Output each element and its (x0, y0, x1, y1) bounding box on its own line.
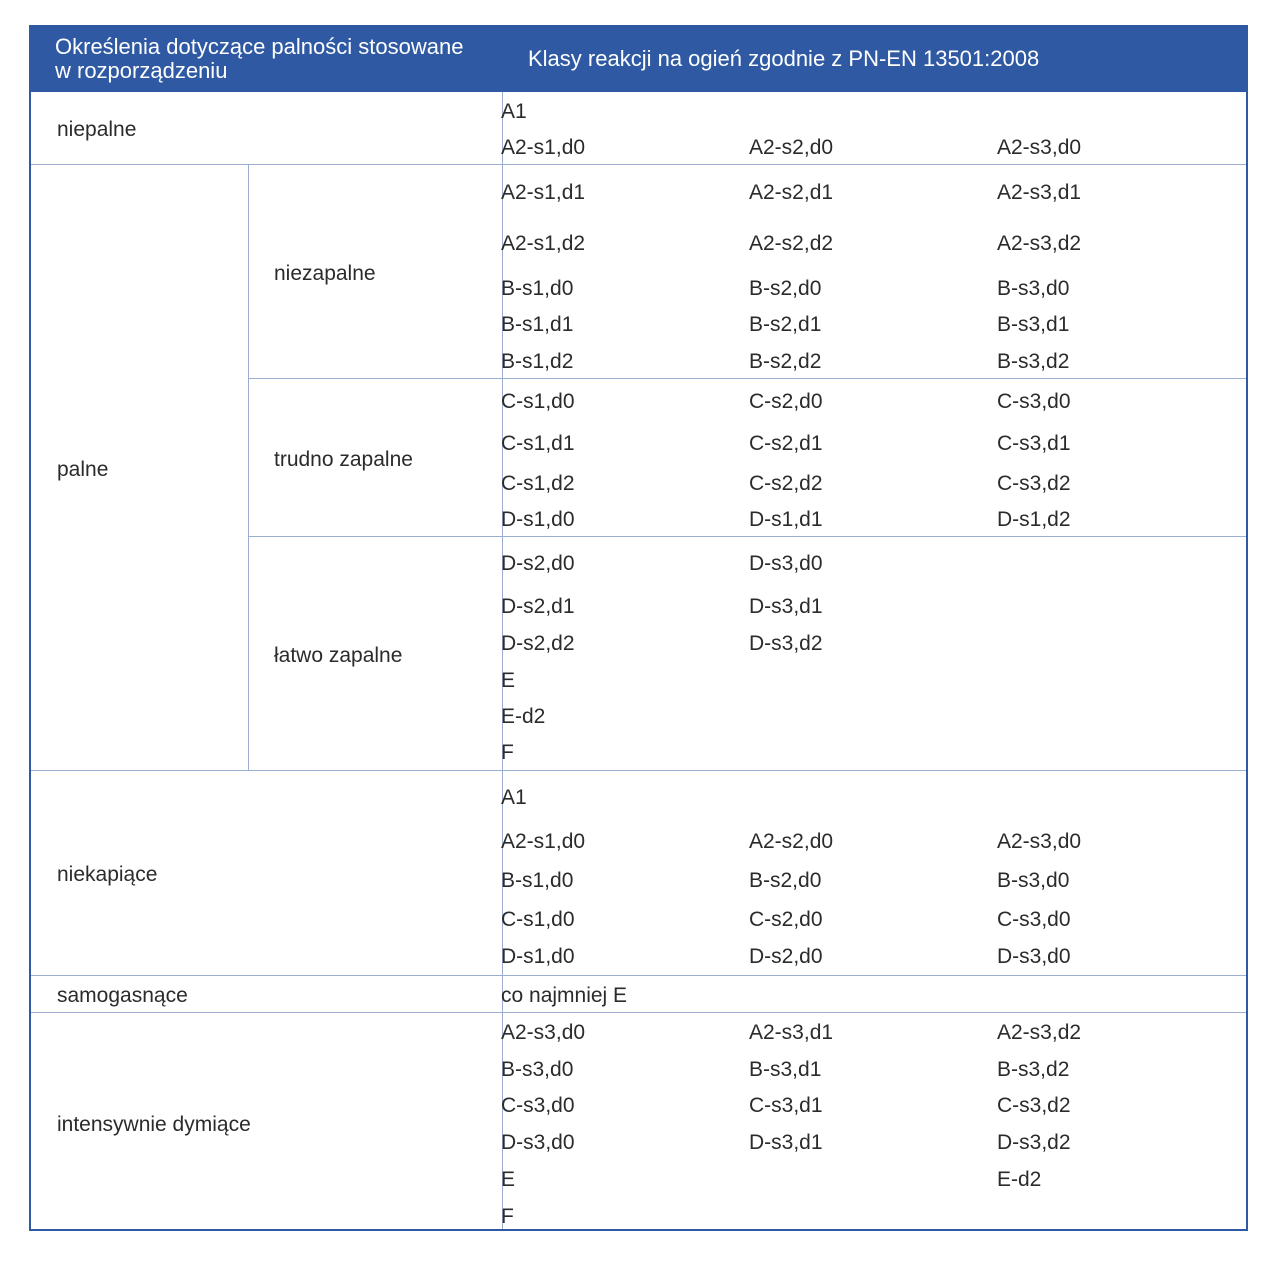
niezapalne-value: A2-s3,d2 (997, 232, 1082, 255)
intensywnie-dymiace-value: D-s3,d0 (501, 1131, 575, 1154)
niepalne-value: A2-s2,d0 (749, 136, 834, 159)
latwo-zapalne-value: F (501, 741, 514, 764)
niepalne-value: A1 (501, 100, 527, 123)
intensywnie-dymiace-value: D-s3,d2 (997, 1131, 1071, 1154)
divider (248, 164, 249, 770)
niepalne-value: A2-s1,d0 (501, 136, 586, 159)
trudno-zapalne-value: C-s1,d0 (501, 390, 575, 413)
trudno-zapalne-value: C-s2,d2 (749, 472, 823, 495)
niezapalne-value: B-s2,d2 (749, 350, 822, 373)
niekapiace-value: D-s1,d0 (501, 945, 575, 968)
niezapalne-value: B-s3,d0 (997, 277, 1070, 300)
sub-label-niezapalne: niezapalne (274, 262, 376, 285)
trudno-zapalne-value: D-s1,d1 (749, 508, 823, 531)
row-label-intensywnie-dymiace: intensywnie dymiące (57, 1113, 251, 1136)
niezapalne-value: A2-s2,d1 (749, 181, 834, 204)
intensywnie-dymiace-value: C-s3,d0 (501, 1094, 575, 1117)
row-label-niepalne: niepalne (57, 118, 137, 141)
niezapalne-value: B-s1,d2 (501, 350, 574, 373)
latwo-zapalne-value: D-s3,d2 (749, 632, 823, 655)
intensywnie-dymiace-value: E-d2 (997, 1168, 1042, 1191)
intensywnie-dymiace-value: A2-s3,d2 (997, 1021, 1082, 1044)
trudno-zapalne-value: C-s3,d1 (997, 432, 1071, 455)
header-col1-line1: Określenia dotyczące palności stosowane (55, 34, 464, 59)
row-label-palne: palne (57, 458, 109, 481)
header-col2: Klasy reakcji na ogień zgodnie z PN-EN 13501:2008 (528, 46, 1040, 71)
table-header (31, 27, 1246, 92)
trudno-zapalne-value: C-s3,d0 (997, 390, 1071, 413)
niezapalne-value: A2-s2,d2 (749, 232, 834, 255)
niekapiace-value: A2-s1,d0 (501, 830, 586, 853)
header-col1 (55, 35, 463, 83)
trudno-zapalne-value: C-s1,d1 (501, 432, 575, 455)
intensywnie-dymiace-value: D-s3,d1 (749, 1131, 823, 1154)
intensywnie-dymiace-value: F (501, 1205, 514, 1228)
niekapiace-value: C-s3,d0 (997, 908, 1071, 931)
divider (248, 378, 1246, 379)
latwo-zapalne-value: D-s2,d2 (501, 632, 575, 655)
trudno-zapalne-value: C-s3,d2 (997, 472, 1071, 495)
sub-label-trudno-zapalne: trudno zapalne (274, 448, 413, 471)
divider (31, 1012, 1246, 1013)
niezapalne-value: B-s2,d1 (749, 313, 822, 336)
niekapiace-value: C-s2,d0 (749, 908, 823, 931)
niezapalne-value: A2-s1,d2 (501, 232, 586, 255)
trudno-zapalne-value: C-s2,d0 (749, 390, 823, 413)
intensywnie-dymiace-value: B-s3,d0 (501, 1058, 574, 1081)
niezapalne-value: B-s2,d0 (749, 277, 822, 300)
divider (31, 975, 1246, 976)
trudno-zapalne-value: D-s1,d0 (501, 508, 575, 531)
latwo-zapalne-value: E (501, 669, 516, 692)
latwo-zapalne-value: E-d2 (501, 705, 546, 728)
niekapiace-value: D-s2,d0 (749, 945, 823, 968)
samogasnace-value: co najmniej E (501, 984, 628, 1007)
trudno-zapalne-value: D-s1,d2 (997, 508, 1071, 531)
trudno-zapalne-value: C-s1,d2 (501, 472, 575, 495)
sub-label-latwo-zapalne: łatwo zapalne (274, 644, 403, 667)
row-label-niekapiace: niekapiące (57, 863, 158, 886)
fire-class-table (29, 25, 1248, 1231)
latwo-zapalne-value: D-s3,d0 (749, 552, 823, 575)
latwo-zapalne-value: D-s2,d0 (501, 552, 575, 575)
intensywnie-dymiace-value: C-s3,d1 (749, 1094, 823, 1117)
trudno-zapalne-value: C-s2,d1 (749, 432, 823, 455)
intensywnie-dymiace-value: B-s3,d2 (997, 1058, 1070, 1081)
intensywnie-dymiace-value: C-s3,d2 (997, 1094, 1071, 1117)
row-label-samogasnace: samogasnące (57, 984, 188, 1007)
divider (248, 536, 1246, 537)
niekapiace-value: B-s2,d0 (749, 869, 822, 892)
niezapalne-value: B-s1,d1 (501, 313, 574, 336)
niezapalne-value: B-s1,d0 (501, 277, 574, 300)
header-col1-line2: w rozporządzeniu (55, 58, 228, 83)
intensywnie-dymiace-value: B-s3,d1 (749, 1058, 822, 1081)
divider (31, 770, 1246, 771)
intensywnie-dymiace-value: E (501, 1168, 516, 1191)
latwo-zapalne-value: D-s2,d1 (501, 595, 575, 618)
niezapalne-value: B-s3,d2 (997, 350, 1070, 373)
niezapalne-value: A2-s1,d1 (501, 181, 586, 204)
niezapalne-value: B-s3,d1 (997, 313, 1070, 336)
niekapiace-value: C-s1,d0 (501, 908, 575, 931)
intensywnie-dymiace-value: A2-s3,d0 (501, 1021, 586, 1044)
niezapalne-value: A2-s3,d1 (997, 181, 1082, 204)
niekapiace-value: A2-s2,d0 (749, 830, 834, 853)
latwo-zapalne-value: D-s3,d1 (749, 595, 823, 618)
divider (31, 164, 1246, 165)
niekapiace-value: D-s3,d0 (997, 945, 1071, 968)
niekapiace-value: A2-s3,d0 (997, 830, 1082, 853)
niekapiace-value: B-s3,d0 (997, 869, 1070, 892)
niekapiace-value: A1 (501, 786, 527, 809)
intensywnie-dymiace-value: A2-s3,d1 (749, 1021, 834, 1044)
niekapiace-value: B-s1,d0 (501, 869, 574, 892)
niepalne-value: A2-s3,d0 (997, 136, 1082, 159)
